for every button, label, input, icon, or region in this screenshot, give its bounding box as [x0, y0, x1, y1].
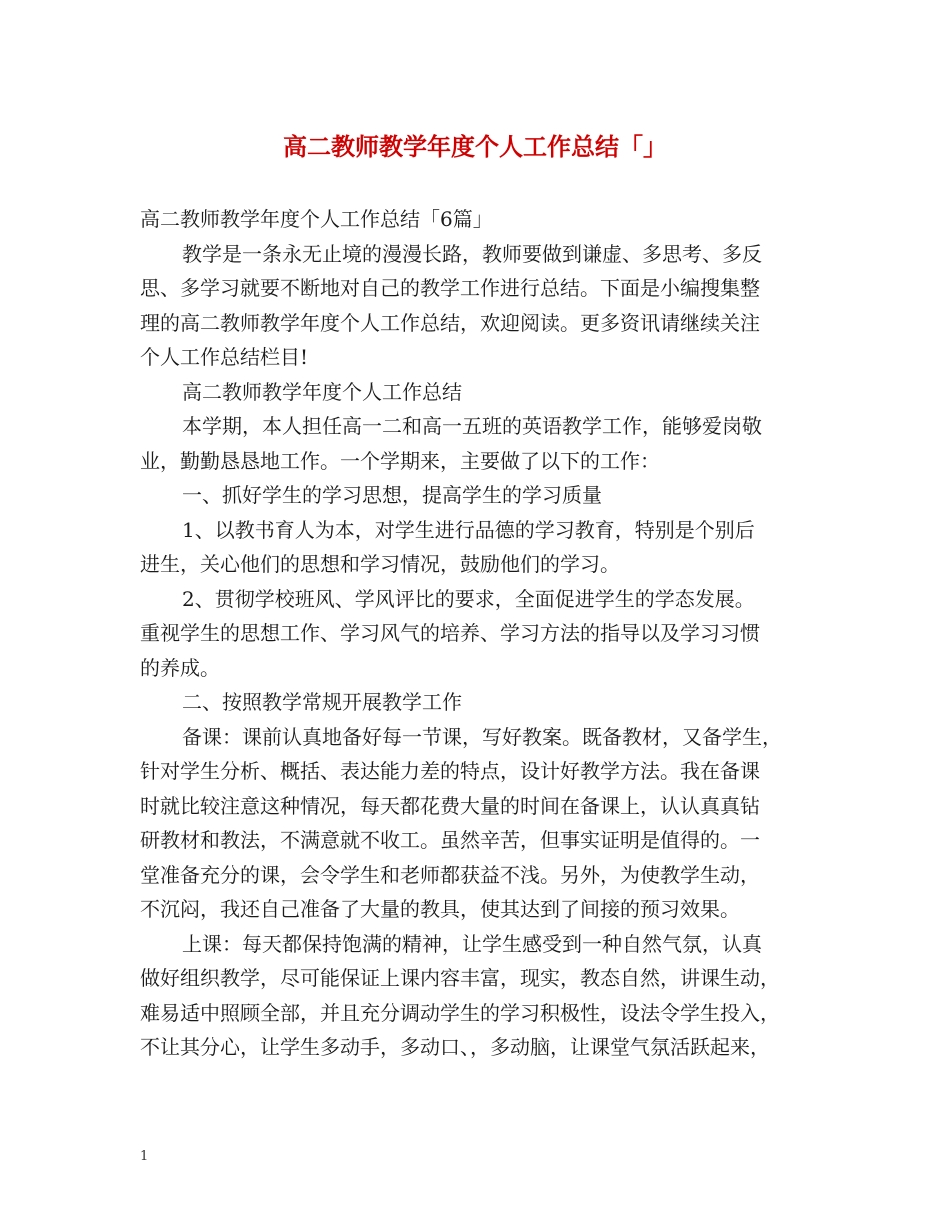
page-number: 1: [140, 1149, 149, 1164]
text-line: 理的高二教师教学年度个人工作总结，欢迎阅读。更多资讯请继续关注: [140, 310, 760, 335]
text-line: 上课：每天都保持饱满的精神，让学生感受到一种自然气氛，认真: [182, 931, 762, 956]
text-line: 做好组织教学，尽可能保证上课内容丰富，现实，教态自然，讲课生动，: [140, 966, 780, 990]
text-line: 难易适中照顾全部，并且充分调动学生的学习积极性，设法令学生投入，: [140, 1000, 780, 1025]
section-heading: 二、按照教学常规开展教学工作: [182, 690, 462, 714]
text-line: 本学期，本人担任高一二和高一五班的英语教学工作，能够爱岗敬: [182, 414, 762, 438]
section-heading: 高二教师教学年度个人工作总结: [182, 379, 462, 404]
text-line: 进生，关心他们的思想和学习情况，鼓励他们的学习。: [140, 552, 620, 576]
document-body: [140, 202, 820, 1065]
text-line: 不让其分心，让学生多动手，多动口、，多动脑，让课堂气氛活跃起来，: [140, 1035, 770, 1059]
text-line: 1、以教书育人为本，对学生进行品德的学习教育，特别是个别后: [182, 517, 755, 542]
text-line: 研教材和教法，不满意就不收工。虽然辛苦，但事实证明是值得的。一: [140, 828, 760, 852]
text-line: 备课：课前认真地备好每一节课，写好教案。既备教材，又备学生，: [182, 724, 782, 749]
text-line: 个人工作总结栏目!: [140, 345, 309, 369]
text-line: 教学是一条永无止境的漫漫长路，教师要做到谦虚、多思考、多反: [182, 241, 762, 266]
text-line: 时就比较注意这种情况，每天都花费大量的时间在备课上，认认真真钻: [140, 793, 760, 818]
text-line: 重视学生的思想工作、学习风气的培养、学习方法的指导以及学习习惯: [140, 621, 760, 645]
text-line: 高二教师教学年度个人工作总结「6篇」: [140, 207, 493, 231]
text-line: 思、多学习就要不断地对自己的教学工作进行总结。下面是小编搜集整: [140, 276, 760, 300]
document-title: 高二教师教学年度个人工作总结「」: [283, 132, 667, 161]
text-line: 2、贯彻学校班风、学风评比的要求，全面促进学生的学态发展。: [182, 586, 755, 611]
text-line: 业，勤勤恳恳地工作。一个学期来，主要做了以下的工作：: [140, 448, 660, 473]
text-line: 不沉闷，我还自己准备了大量的教具，使其达到了间接的预习效果。: [140, 897, 740, 921]
section-heading: 一、抓好学生的学习思想，提高学生的学习质量: [182, 483, 602, 507]
text-line: 的养成。: [140, 655, 220, 680]
text-line: 堂准备充分的课，会令学生和老师都获益不浅。另外，为使教学生动，: [140, 862, 760, 887]
text-line: 针对学生分析、概括、表达能力差的特点，设计好教学方法。我在备课: [140, 759, 760, 783]
